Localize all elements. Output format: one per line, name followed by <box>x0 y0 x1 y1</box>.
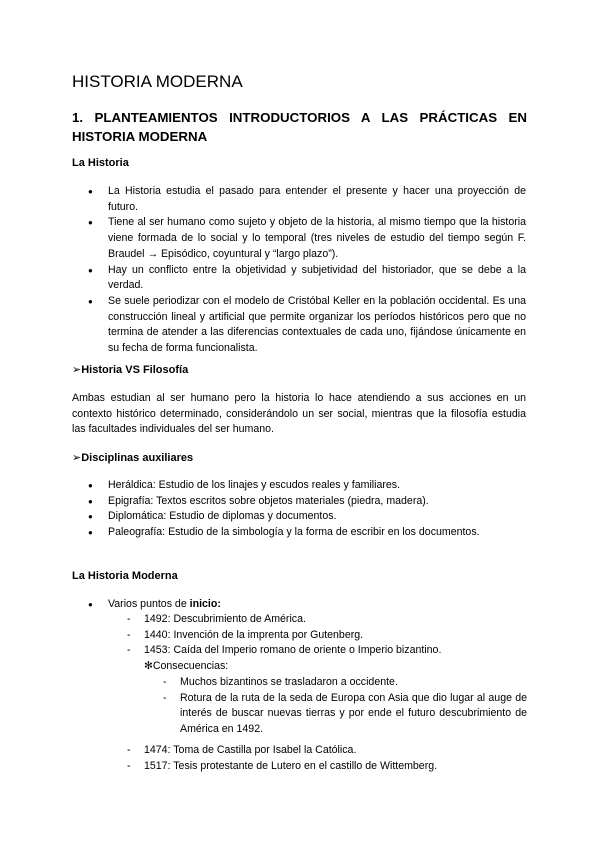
list-item: ● Paleografía: Estudio de la simbología y la forma de escribir en los documentos. <box>72 525 526 541</box>
list-item: ● Tiene al ser humano como sujeto y objeto de la historia, al mismo tiempo que la historia viene formada de lo social y lo temporal (tres niveles de estudio del tiempo según F. Braudel → Episódico, coyuntural y “largo plazo”). <box>72 215 526 262</box>
historia-vs-filosofia-text: Ambas estudian al ser humano pero la historia lo hace atendiendo a sus acciones en un contexto histórico determinado, considerándolo un ser social, mientras que la filosofía estudia las facultades individuales del ser humano. <box>72 392 526 436</box>
document-title: HISTORIA MODERNA <box>72 72 243 91</box>
disciplinas-list <box>72 478 526 541</box>
list-item: ● Heráldica: Estudio de los linajes y escudos reales y familiares. <box>72 478 526 494</box>
list-item: - 1440: Invención de la imprenta por Gutenberg. <box>127 628 364 641</box>
list-item: - 1517: Tesis protestante de Lutero en el castillo de Wittemberg. <box>127 759 438 772</box>
list-item: ● Se suele periodizar con el modelo de Cristóbal Keller en la población occidental. Es una construcción lineal y artificial que permite organizar los períodos históricos pero que no termina de atender a las diferencias contextuales de cada uno, fijándose únicamente en su fecha de forma funcionalista. <box>72 294 526 357</box>
la-historia-heading: La Historia <box>72 157 129 169</box>
inicio-points-after <box>127 743 527 774</box>
list-item: ● Diplomática: Estudio de diplomas y documentos. <box>72 509 526 525</box>
list-item: - 1453: Caída del Imperio romano de oriente o Imperio bizantino. <box>127 644 442 657</box>
list-item: - 1492: Descubrimiento de América. <box>127 613 306 625</box>
section-heading: 1. PLANTEAMIENTOS INTRODUCTORIOS A LAS PRÁCTICAS EN HISTORIA MODERNA <box>72 110 527 144</box>
consecuencias-list <box>163 675 527 738</box>
list-item: - Rotura de la ruta de la seda de Europa con Asia que dio lugar al auge de interés de buscar nuevas tierras y por ende el futuro descubrimiento de América en 1492. <box>163 691 527 736</box>
list-item: - 1474: Toma de Castilla por Isabel la Católica. <box>127 744 357 756</box>
historia-vs-filosofia-heading: ➢Historia VS Filosofía <box>72 364 189 376</box>
la-historia-list <box>72 184 526 357</box>
list-item: ● Epigrafía: Textos escritos sobre objetos materiales (piedra, madera). <box>72 494 526 510</box>
list-item: ● Varios puntos de inicio: <box>72 597 526 613</box>
list-item: ● Hay un conflicto entre la objetividad y subjetividad del historiador, que se debe a la verdad. <box>72 263 526 294</box>
disciplinas-heading: ➢Disciplinas auxiliares <box>72 452 194 464</box>
list-item: - Muchos bizantinos se trasladaron a occidente. <box>163 676 398 688</box>
historia-moderna-heading: La Historia Moderna <box>72 570 178 582</box>
consecuencias-label: ✻Consecuencias: <box>144 660 229 672</box>
inicio-points <box>127 612 527 659</box>
historia-moderna-list <box>72 597 526 613</box>
list-item: ● La Historia estudia el pasado para entender el presente y hacer una proyección de futuro. <box>72 184 526 215</box>
